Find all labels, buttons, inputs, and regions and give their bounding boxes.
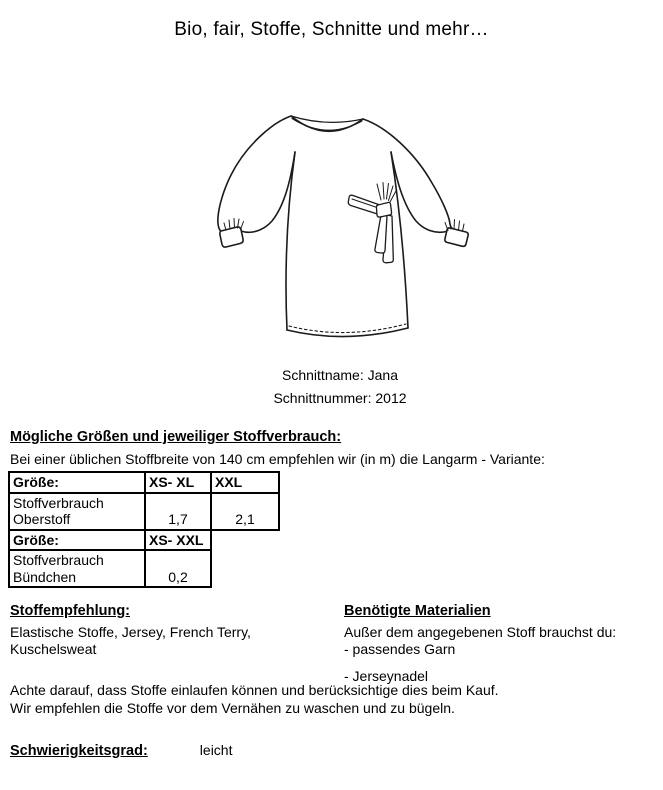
size-range-cell: XXL (211, 472, 279, 493)
size-header-cell: Größe: (9, 530, 145, 551)
consumption-value-cell: 0,2 (145, 550, 211, 587)
materials-item: - Jerseynadel (344, 668, 429, 684)
table-row (9, 472, 279, 493)
fabric-heading: Stoffempfehlung: (10, 603, 131, 619)
sizes-section-heading: Mögliche Größen und jeweiliger Stoffverbrauch: (10, 429, 342, 445)
left-cuff (220, 227, 243, 247)
consumption-value-cell: 1,7 (145, 493, 211, 530)
empty-cell (211, 550, 279, 587)
waist-gather-lines (377, 183, 397, 203)
sizes-intro-text: Bei einer üblichen Stoffbreite von 140 cm empfehlen wir (in m) die Langarm - Variante: (10, 451, 545, 467)
bow-knot (376, 202, 391, 217)
size-header-cell: Größe: (9, 472, 145, 493)
left-sleeve-underside (241, 152, 295, 232)
fabric-text: Elastische Stoffe, Jersey, French Terry, Kuschelsweat (10, 624, 251, 657)
neckband-stitch (292, 119, 362, 131)
page-title: Bio, fair, Stoffe, Schnitte und mehr… (174, 19, 489, 40)
consumption-label-cell: Stoffverbrauch Bündchen (9, 550, 145, 587)
hem-stitch-line (289, 324, 406, 333)
difficulty-row (10, 742, 232, 759)
consumption-value-cell: 2,1 (211, 493, 279, 530)
dress-sketch (187, 93, 492, 355)
bow-loop (348, 195, 379, 214)
left-sleeve-outline (218, 116, 291, 232)
empty-cell (211, 530, 279, 551)
bodice-right-seam (391, 152, 408, 328)
difficulty-value: leicht (199, 742, 233, 758)
table-row (9, 550, 279, 587)
size-range-cell: XS- XL (145, 472, 211, 493)
size-range-cell: XS- XXL (145, 530, 211, 551)
table-row (9, 493, 279, 530)
difficulty-heading: Schwierigkeitsgrad: (10, 743, 148, 759)
pattern-number: Schnittnummer: 2012 (273, 390, 407, 406)
bow-tail-left (375, 215, 387, 253)
materials-heading: Benötigte Materialien (344, 603, 491, 619)
fabric-recommendation-column (10, 603, 344, 685)
recommendations-columns (10, 603, 655, 685)
fabric-consumption-table (8, 471, 280, 588)
materials-intro: Außer dem angegebenen Stoff brauchst du: (344, 624, 617, 640)
care-note-line: Achte darauf, dass Stoffe einlaufen können und berücksichtige dies beim Kauf. (10, 682, 499, 698)
pattern-name: Schnittname: Jana (282, 367, 398, 383)
materials-item: - passendes Garn (344, 641, 456, 657)
neckband-back (291, 116, 363, 122)
consumption-label-cell: Stoffverbrauch Oberstoff (9, 493, 145, 530)
table-row (9, 530, 279, 551)
materials-column (344, 603, 649, 685)
care-note-line: Wir empfehlen die Stoffe vor dem Vernähen zu waschen und zu bügeln. (10, 699, 455, 716)
care-note (10, 682, 650, 717)
